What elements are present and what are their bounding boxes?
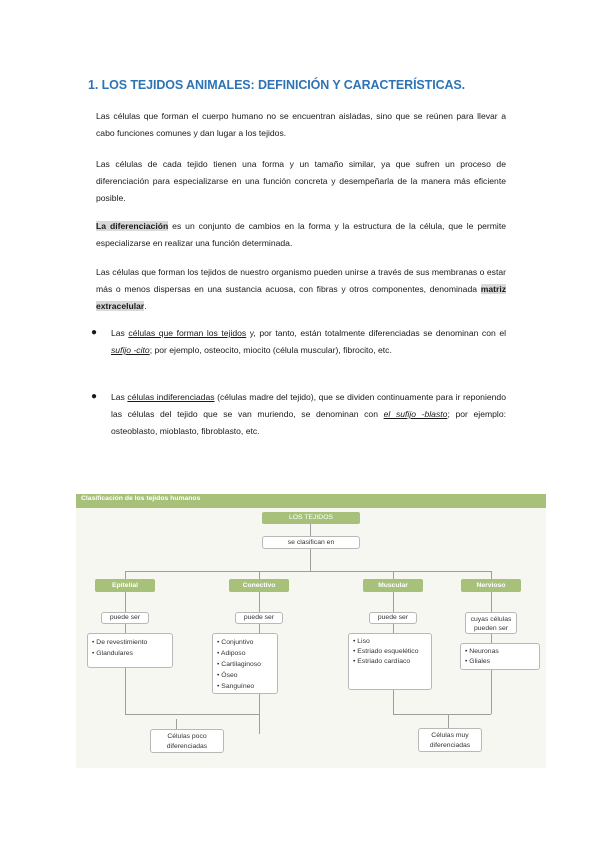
section-heading: 1. LOS TEJIDOS ANIMALES: DEFINICIÓN Y CARACTERÍSTICAS. xyxy=(88,78,466,92)
bullet-text: y, por tanto, están totalmente diferenciadas se denominan con el xyxy=(246,328,507,338)
bullet-text: ; por ejemplo, osteocito, miocito (célula muscular), fibrocito, etc. xyxy=(149,345,392,355)
classify-label: se clasifican en xyxy=(262,536,360,549)
matrix-highlight: matriz extracelular xyxy=(96,284,506,311)
paragraph-intro: Las células que forman el cuerpo humano no se encuentran aisladas, sino que se reúnen para llevar a cabo funciones comunes y dan lugar a los tejidos. xyxy=(96,111,506,138)
list-item: • De revestimiento xyxy=(92,637,168,648)
suffix-cito: sufijo -cito xyxy=(111,345,150,355)
list-conectivo xyxy=(212,633,278,694)
bullet-text: ; por ejemplo: osteoblasto, mioblasto, fibroblasto, etc. xyxy=(111,409,506,436)
link-conectivo: puede ser xyxy=(235,612,283,624)
list-item: • Sanguíneo xyxy=(217,681,273,692)
tissue-classification-diagram xyxy=(76,494,546,768)
list-epitelial xyxy=(87,633,173,668)
matrix-text: Las células que forman los tejidos de nuestro organismo pueden unirse a través de sus membranas o estar más o menos dispersas en una sustancia acuosa, con fibras y otros componentes, denominada xyxy=(96,267,506,294)
differentiation-text: es un conjunto de cambios en la forma y la estructura de la célula, que le permite especializarse en realizar una función determinada. xyxy=(96,221,506,248)
list-item: • Conjuntivo xyxy=(217,637,273,648)
list-item: • Cartilaginoso xyxy=(217,659,273,670)
list-item: • Estriado esquelético xyxy=(353,647,427,657)
poorly-differentiated-cells: Células poco diferenciadas xyxy=(150,729,224,753)
differentiation-highlight: La diferenciación xyxy=(96,221,169,231)
link-nervioso: cuyas células pueden ser xyxy=(465,612,517,634)
bullet-underline: células que forman los tejidos xyxy=(128,328,247,338)
highly-differentiated-cells: Células muy diferenciadas xyxy=(418,728,482,752)
list-nervioso xyxy=(460,643,540,670)
paragraph-matrix xyxy=(96,264,506,315)
list-item: • Gliales xyxy=(465,657,535,667)
link-epitelial: puede ser xyxy=(101,612,149,624)
list-muscular xyxy=(348,633,432,690)
list-item: • Liso xyxy=(353,637,427,647)
list-item: • Adiposo xyxy=(217,648,273,659)
diagram-title: Clasificación de los tejidos humanos xyxy=(81,495,201,502)
paragraph-cell-shape: Las células de cada tejido tienen una forma y un tamaño similar, ya que sufren un proceso de diferenciación para especializarse en una función concreta y desempeñarla de la manera más eficiente posible. xyxy=(96,159,506,203)
matrix-end: . xyxy=(144,301,147,311)
root-node: LOS TEJIDOS xyxy=(262,512,360,524)
category-conectivo: Conectivo xyxy=(229,579,289,592)
paragraph-differentiation xyxy=(96,218,506,252)
bullet-cito xyxy=(111,325,506,359)
bullet-blasto xyxy=(111,389,506,440)
list-item: • Estriado cardíaco xyxy=(353,657,427,667)
bullet-text: Las xyxy=(111,392,128,402)
list-item: • Glandulares xyxy=(92,648,168,659)
list-item: • Óseo xyxy=(217,670,273,681)
category-epitelial: Epitelial xyxy=(95,579,155,592)
diagram-title-bar xyxy=(76,494,546,508)
list-item: • Neuronas xyxy=(465,647,535,657)
bullet-text: (células madre del tejido), que se dividen continuamente para ir reponiendo las células del tejido que se van muriendo, se denominan con xyxy=(111,392,506,419)
bullet-dot-icon: ● xyxy=(91,327,98,338)
bullet-underline: células indiferenciadas xyxy=(127,392,215,402)
bullet-dot-icon: ● xyxy=(91,391,98,402)
suffix-blasto: el sufijo -blasto xyxy=(383,409,448,419)
link-muscular: puede ser xyxy=(369,612,417,624)
category-nervioso: Nervioso xyxy=(461,579,521,592)
category-muscular: Muscular xyxy=(363,579,423,592)
bullet-text: Las xyxy=(111,328,129,338)
